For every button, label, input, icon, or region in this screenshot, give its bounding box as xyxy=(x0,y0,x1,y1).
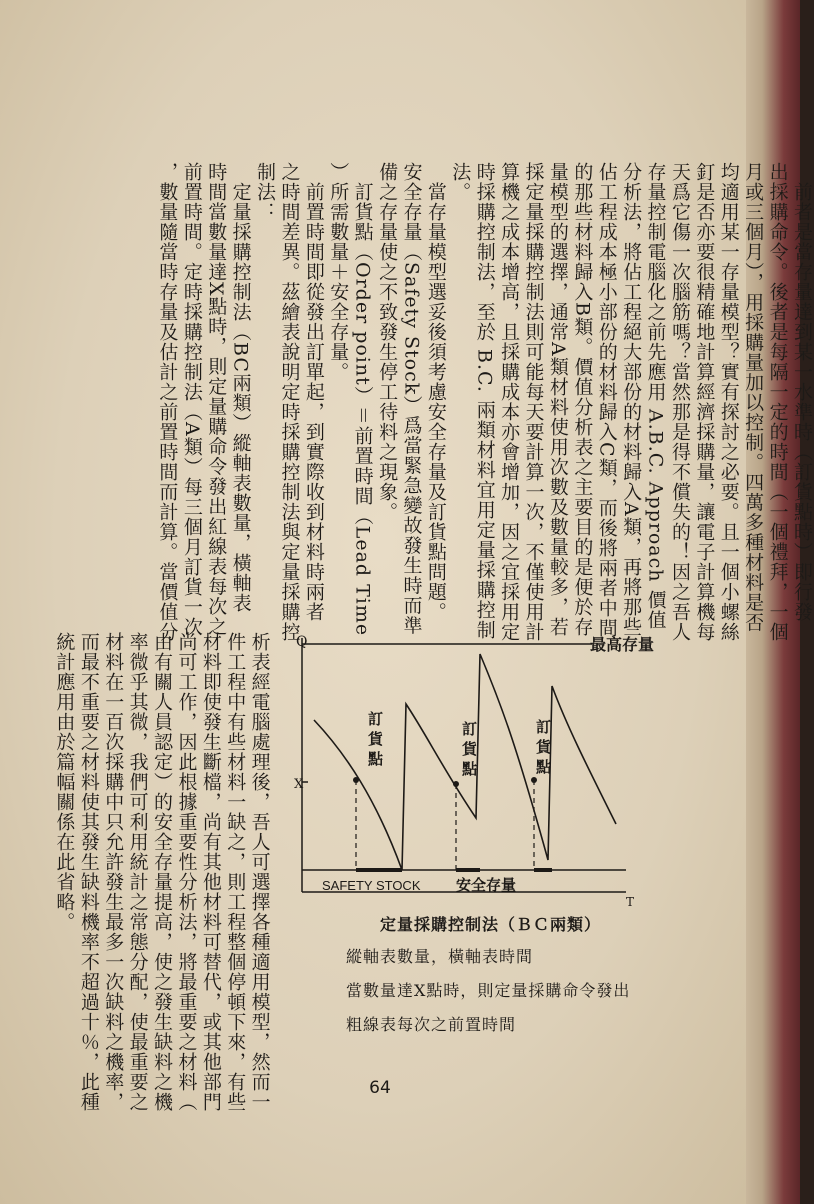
x-point-label: X xyxy=(294,777,304,792)
lower-text-column: 而最不重要之材料使其發生缺料機率不超過十％，此種 xyxy=(77,632,100,1112)
x-axis-label: T xyxy=(626,895,635,909)
lower-text-column: 尚可工作，因此根據重要性分析法，將最重要之材料（ xyxy=(175,632,198,1112)
chart-note-3: 粗線表每次之前置時間 xyxy=(346,1015,517,1034)
upper-text-column: 時間當數量達X點時，則定量購命令發出紅線表每次之 xyxy=(205,162,228,637)
upper-text-column: 定量採購控制法（BC兩類）縱軸表數量，橫軸表 xyxy=(229,162,252,613)
lower-text-column: 件工程中有些材料一缺之，則工程整個停頓下來，有些 xyxy=(224,632,247,1112)
safety-stock-zh: 安全存量 xyxy=(456,876,517,894)
upper-text-column: 出採購命令。後者是每隔一定的時間（一個禮拜，一個 xyxy=(766,162,789,642)
lower-text-block xyxy=(52,632,272,1110)
upper-text-column: ，數量隨當時存量及估計之前置時間而計算。當價值分 xyxy=(156,162,179,642)
chart-title: 定量採購控制法（ＢＣ兩類） xyxy=(380,915,602,934)
upper-text-column: 釘是否亦要很精確地計算經濟採購量，讓電子計算機每 xyxy=(693,162,716,642)
upper-text-column: 算機之成本增高，且採購成本亦會增加，因之宜採用定 xyxy=(498,162,521,642)
upper-text-column: 訂貨點（Order point）＝前置時間（Lead Time xyxy=(351,162,374,637)
lower-text-column: 材料在一百次採購中只允許發生最多一次缺料之機率， xyxy=(102,632,125,1112)
upper-text-column: 前置時間即從發出訂單起，到實際收到材料時兩者 xyxy=(302,162,325,622)
inventory-chart xyxy=(286,624,656,914)
upper-text-column: 量模型的選擇，通常A類材料使用次數及數量較多，若 xyxy=(546,162,569,637)
upper-text-column: 均適用某一存量模型？實有探討之必要。且一個小螺絲 xyxy=(717,162,740,642)
upper-text-column: 的那些材料歸入B類。價值分析表之主要目的是便於存 xyxy=(571,162,594,637)
upper-text-column: 佔工程成本極小部份的材料歸入C類，而後將兩者中間 xyxy=(595,162,618,638)
upper-text-column: 備之存量使之不致發生停工待料之現象。 xyxy=(376,162,399,522)
y-axis-label: Q xyxy=(296,634,308,650)
upper-text-column: 制法： xyxy=(254,162,277,222)
upper-text-block xyxy=(155,162,814,642)
chart-note-2: 當數量達X點時，則定量採購命令發出 xyxy=(346,981,631,1000)
upper-text-column: 時採購控制法，至於 B.C. 兩類材料宜用定量採購控制 xyxy=(473,162,496,640)
lower-text-column: 由有關人員認定）的安全存量提高，使之發生缺料之機 xyxy=(151,632,174,1112)
upper-text-column: 之時間差異。茲繪表說明定時採購控制法與定量採購控 xyxy=(278,162,301,642)
max-stock-label: 最高存量 xyxy=(590,635,655,654)
upper-text-column: 前置時間。定時採購控制法（A類）每三個月訂貨一次 xyxy=(180,162,203,637)
lower-text-column: 析表經電腦處理後，吾人可選擇各種適用模型，然而一 xyxy=(248,632,271,1112)
upper-text-column: 當存量模型選妥後須考慮安全存量及訂貨點問題。 xyxy=(424,162,447,622)
upper-text-column: 存量控制電腦化之前先應用 A.B.C. Approach 價值 xyxy=(644,162,667,630)
upper-text-column: ）所需數量＋安全存量。 xyxy=(327,162,350,382)
safety-stock-en: SAFETY STOCK xyxy=(322,878,421,893)
page-number: 64 xyxy=(369,1078,391,1098)
order-point-label-3: 訂貨點 xyxy=(536,718,552,776)
upper-text-column: 前者是當存量達到某一水準時（訂貨點時）即行發 xyxy=(790,162,813,622)
lower-text-column: 率微乎其微，我們可利用統計之常態分配，使最重要之 xyxy=(126,632,149,1112)
upper-text-column: 分析法，將佔工程絕大部份的材料歸入A類，再將那些 xyxy=(620,162,643,637)
upper-text-column: 安全存量（Safety Stock）爲當緊急變故發生時而準 xyxy=(400,162,423,636)
upper-text-column: 天爲它傷一次腦筋嗎？當然那是得不償失的！因之吾人 xyxy=(668,162,691,642)
order-point-label-2: 訂貨點 xyxy=(462,720,478,778)
order-point-label-1: 訂貨點 xyxy=(368,710,384,768)
chart-note-1: 縱軸表數量，橫軸表時間 xyxy=(346,947,534,966)
lower-text-column: 統計應用由於篇幅關係在此省略。 xyxy=(53,632,76,932)
lower-text-column: 材料即使發生斷檔，尚有其他材料可替代，或其他部門 xyxy=(199,632,222,1112)
upper-text-column: 採定量採購控制法則可能每天要計算一次，不僅使用計 xyxy=(522,162,545,642)
upper-text-column: 法。 xyxy=(449,162,472,202)
upper-text-column: 月或三個月），用採購量加以控制。四萬多種材料是否 xyxy=(742,162,765,633)
